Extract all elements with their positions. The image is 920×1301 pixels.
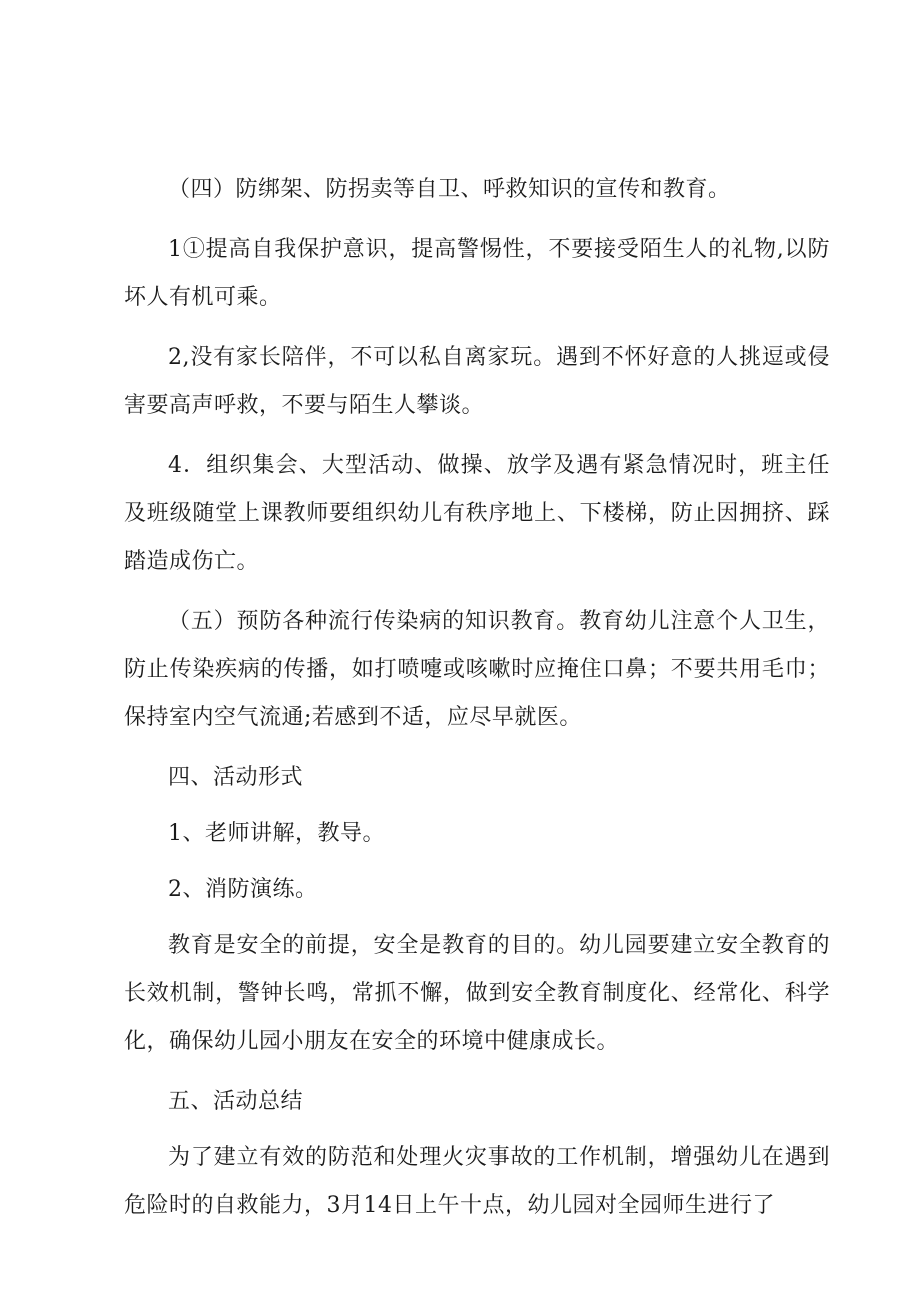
- list-item-fire-drill: 2、消防演练。: [168, 877, 318, 902]
- paragraph-section-5-heading: （五）预防各种流行传染病的知识教育。教育幼儿注意个人卫生，防止传染疾病的传播，如打喷嚏或咳嗽时应掩住口鼻；不要共用毛巾；保持室内空气流通;若感到不适，应尽早就医。: [124, 609, 830, 730]
- paragraph-item-4: 4．组织集会、大型活动、做操、放学及遇有紧急情况时，班主任及班级随堂上课教师要组织幼儿有秩序地上、下楼梯，防止因拥挤、踩踏造成伤亡。: [124, 453, 830, 574]
- paragraph-section-4-heading: （四）防绑架、防拐卖等自卫、呼救知识的宣传和教育。: [168, 177, 731, 202]
- heading-activity-form: 四、活动形式: [168, 765, 304, 790]
- paragraph-education-safety: 教育是安全的前提，安全是教育的目的。幼儿园要建立安全教育的长效机制，警钟长鸣，常抓不懈，做到安全教育制度化、经常化、科学化，确保幼儿园小朋友在安全的环境中健康成长。: [124, 933, 830, 1054]
- document-body: [124, 166, 830, 1242]
- heading-activity-summary: 五、活动总结: [168, 1089, 304, 1114]
- list-item-teacher-explanation: 1、老师讲解，教导。: [168, 821, 385, 846]
- paragraph-item-1: 1①提高自我保护意识，提高警惕性，不要接受陌生人的礼物,以防坏人有机可乘。: [124, 237, 830, 310]
- paragraph-summary-text: 为了建立有效的防范和处理火灾事故的工作机制，增强幼儿在遇到危险时的自救能力，3月14日上午十点，幼儿园对全园师生进行了: [124, 1145, 830, 1218]
- paragraph-item-2: 2,没有家长陪伴，不可以私自离家玩。遇到不怀好意的人挑逗或侵害要高声呼救，不要与陌生人攀谈。: [124, 345, 830, 418]
